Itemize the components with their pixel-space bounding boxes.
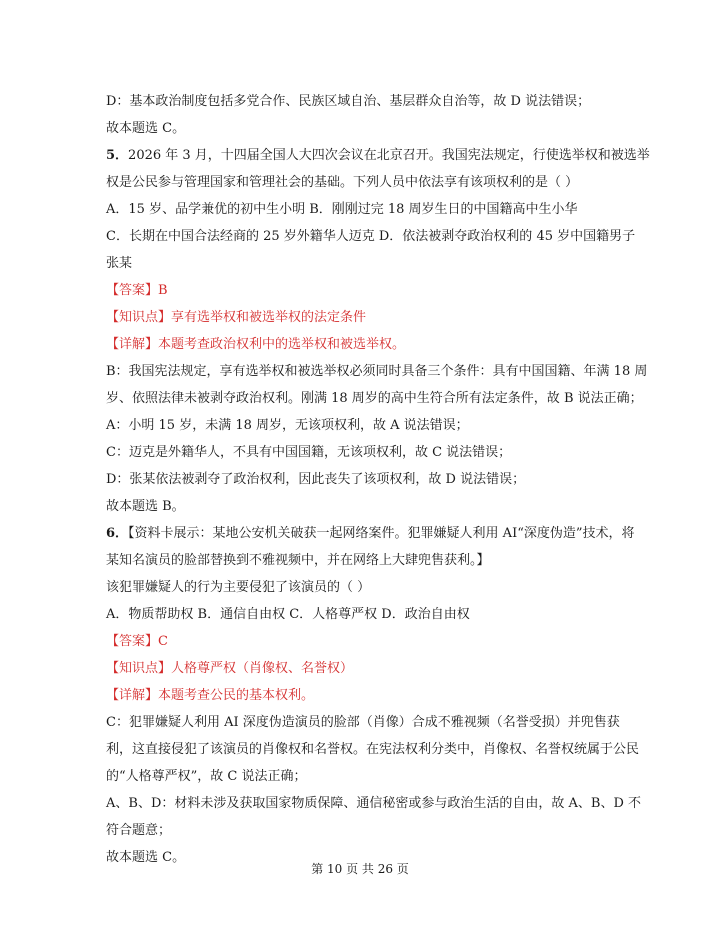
- conclusion-line: 故本题选 B。: [106, 499, 185, 514]
- question-5-options-cd: C．长期在中国合法经商的 25 岁外籍华人迈克 D．依法被剥夺政治权利的 45 岁中国籍男子: [106, 229, 636, 244]
- question-5-stem-line-1: [106, 147, 650, 165]
- detail-label: 【详解】本题考查公民的基本权利。: [106, 688, 315, 703]
- explanation-line: D：张某依法被剥夺了政治权利，因此丧失了该项权利，故 D 说法错误；: [106, 472, 526, 487]
- explanation-line: B：我国宪法规定，享有选举权和被选举权必须同时具备三个条件：具有中国国籍、年满 18 周: [106, 364, 648, 379]
- question-6-options: A．物质帮助权 B．通信自由权 C．人格尊严权 D．政治自由权: [106, 607, 470, 622]
- explanation-line: 岁、依照法律未被剥夺政治权利。刚满 18 周岁的高中生符合所有法定条件，故 B 说法正确；: [106, 391, 643, 406]
- answer-label: 【答案】C: [106, 634, 168, 649]
- explanation-line: 符合题意；: [106, 823, 172, 838]
- explanation-line: 利，这直接侵犯了该演员的肖像权和名誉权。在宪法权利分类中，肖像权、名誉权统属于公民: [106, 742, 640, 757]
- question-6-stem-line-1: [106, 525, 635, 543]
- answer-label: 【答案】B: [106, 283, 168, 298]
- knowledge-point-label: 【知识点】人格尊严权（肖像权、名誉权）: [106, 661, 354, 676]
- question-6-number: 6．: [106, 526, 129, 541]
- question-5-options-cd-cont: 张某: [106, 256, 133, 271]
- explanation-line: C：迈克是外籍华人，不具有中国国籍，无该项权利，故 C 说法错误；: [106, 445, 512, 460]
- question-6-prompt: 该犯罪嫌疑人的行为主要侵犯了该演员的（ ）: [106, 580, 371, 595]
- question-5-number: 5．: [106, 148, 129, 163]
- option-d-explanation: D：基本政治制度包括多党合作、民族区域自治、基层群众自治等，故 D 说法错误；: [106, 94, 591, 109]
- question-5-text: 2026 年 3 月，十四届全国人大四次会议在北京召开。我国宪法规定，行使选举权和被选举: [128, 148, 650, 163]
- question-6-stem-line-2: 某知名演员的脸部替换到不雅视频中，并在网络上大肆兜售获利。】: [106, 553, 490, 568]
- page-number-footer: 第 10 页 共 26 页: [311, 862, 409, 876]
- conclusion-line: 故本题选 C。: [106, 850, 186, 865]
- question-5-options-ab: A．15 岁、品学兼优的初中生小明 B．刚刚过完 18 周岁生日的中国籍高中生小华: [106, 202, 578, 217]
- detail-label: 【详解】本题考查政治权利中的选举权和被选举权。: [106, 337, 406, 352]
- knowledge-point-label: 【知识点】享有选举权和被选举权的法定条件: [106, 310, 367, 325]
- question-5-stem-line-2: 权是公民参与管理国家和管理社会的基础。下列人员中依法享有该项权利的是（ ）: [106, 175, 579, 190]
- explanation-line: C：犯罪嫌疑人利用 AI 深度伪造演员的脸部（肖像）合成不雅视频（名誉受损）并兜售获: [106, 715, 620, 730]
- explanation-line: 的“人格尊严权”，故 C 说法正确；: [106, 769, 307, 784]
- explanation-line: A：小明 15 岁，未满 18 周岁，无该项权利，故 A 说法错误；: [106, 418, 469, 433]
- conclusion-line: 故本题选 C。: [106, 121, 186, 136]
- question-6-text: 【资料卡展示：某地公安机关破获一起网络案件。犯罪嫌疑人利用 AI“深度伪造”技术，将: [128, 526, 635, 541]
- explanation-line: A、B、D：材料未涉及获取国家物质保障、通信秘密或参与政治生活的自由，故 A、B、D 不: [106, 796, 641, 811]
